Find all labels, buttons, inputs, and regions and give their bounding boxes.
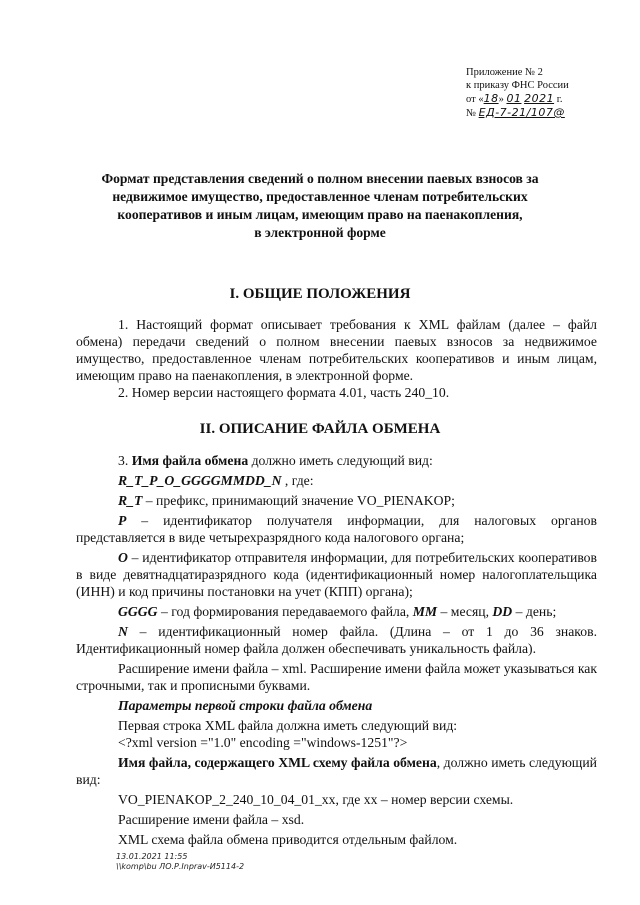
date-day: 18 bbox=[483, 92, 499, 105]
title-line-2: недвижимое имущество, предоставленное членам потребительских bbox=[112, 189, 528, 204]
rt-definition bbox=[76, 492, 597, 509]
title-line-4: в электронной форме bbox=[254, 225, 386, 240]
number-prefix: № bbox=[466, 108, 479, 119]
schema-text: , должно иметь следующий вид: bbox=[76, 755, 597, 787]
print-footer bbox=[116, 852, 244, 872]
o-code: O bbox=[118, 550, 128, 565]
order-number: ЕД-7-21/107@ bbox=[478, 106, 565, 119]
n-text: – идентификационный номер файла. (Длина – от 1 до 36 знаков. Идентификационный номер файла должен обеспечивать уникальность файла). bbox=[76, 624, 597, 656]
paragraph-3 bbox=[76, 452, 597, 469]
mm-code: MM bbox=[412, 604, 438, 619]
p3-term: Имя файла обмена bbox=[131, 453, 249, 468]
o-definition bbox=[76, 549, 597, 600]
section-2-heading: II. ОПИСАНИЕ ФАЙЛА ОБМЕНА bbox=[199, 421, 441, 437]
n-definition bbox=[76, 623, 597, 657]
rt-code: R_T bbox=[118, 493, 143, 508]
title-line-3: кооперативов и иным лицам, имеющим право на паенакопления, bbox=[117, 207, 523, 222]
date-year: 2021 bbox=[524, 92, 555, 105]
p-code: P bbox=[118, 513, 127, 528]
paragraph-1: 1. Настоящий формат описывает требования к XML файлам (далее – файл обмена) передачи сведений о полном внесении паевых взносов за недвижимое имущество, предоставленное членам потребительских кооперативов и иным лицам, имеющим право на паенакопления, в электронной форме. bbox=[76, 317, 597, 383]
rt-text: – префикс, принимающий значение VO_PIENAKOP; bbox=[142, 493, 455, 508]
pattern-suffix: , где: bbox=[281, 473, 314, 488]
extension-paragraph: Расширение имени файла – xml. Расширение имени файла может указываться как строчными, так и прописными буквами. bbox=[76, 661, 597, 693]
footer-path: \\komp\bu ЛО.Р.Inprav-И5114-2 bbox=[116, 862, 245, 871]
date-month: 01 bbox=[506, 92, 522, 105]
schema-name: VO_PIENAKOP_2_240_10_04_01_xx, где хх – номер версии схемы. bbox=[118, 792, 514, 807]
xsd-extension: Расширение имени файла – xsd. bbox=[118, 812, 305, 827]
date-prefix: от « bbox=[466, 94, 484, 105]
appendix-line-2: к приказу ФНС России bbox=[466, 80, 569, 91]
section-1-body bbox=[76, 316, 597, 401]
section-2-body bbox=[76, 452, 597, 848]
n-code: N bbox=[118, 624, 128, 639]
appendix-line-1: Приложение № 2 bbox=[466, 67, 543, 78]
title-line-1: Формат представления сведений о полном внесении паевых взносов за bbox=[101, 171, 539, 186]
section-1-heading: I. ОБЩИЕ ПОЛОЖЕНИЯ bbox=[229, 286, 411, 302]
p3-text: должно иметь следующий вид: bbox=[248, 453, 433, 468]
params-heading: Параметры первой строки файла обмена bbox=[118, 698, 373, 713]
xml-declaration: <?xml version ="1.0" encoding ="windows-1251"?> bbox=[118, 735, 408, 750]
date-suffix: г. bbox=[554, 94, 563, 105]
mm-text: – месяц, bbox=[437, 604, 493, 619]
schema-term: Имя файла, содержащего XML схему файла обмена bbox=[118, 755, 437, 770]
appendix-date-line bbox=[466, 92, 569, 106]
dd-text: – день; bbox=[512, 604, 557, 619]
first-line-text: Первая строка XML файла должна иметь следующий вид: bbox=[118, 718, 458, 733]
appendix-stamp bbox=[466, 66, 569, 120]
document-title bbox=[80, 170, 560, 242]
dd-code: DD bbox=[492, 604, 513, 619]
appendix-number-line bbox=[466, 106, 569, 120]
filename-pattern: R_T_P_O_GGGGMMDD_N bbox=[118, 473, 282, 488]
gggg-code: GGGG bbox=[118, 604, 158, 619]
schema-paragraph bbox=[76, 754, 597, 788]
paragraph-2: 2. Номер версии настоящего формата 4.01, часть 240_10. bbox=[118, 385, 450, 400]
schema-note: XML схема файла обмена приводится отдельным файлом. bbox=[118, 832, 458, 847]
gggg-text: – год формирования передаваемого файла, bbox=[157, 604, 413, 619]
filename-pattern-line bbox=[76, 472, 597, 489]
footer-timestamp: 13.01.2021 11:55 bbox=[116, 852, 188, 861]
p-text: – идентификатор получателя информации, для налоговых органов представляется в виде четырехразрядного кода налогового органа; bbox=[76, 513, 597, 545]
date-definition bbox=[76, 603, 597, 620]
date-mid-1: » bbox=[498, 94, 507, 105]
p3-number: 3. bbox=[118, 453, 132, 468]
p-definition bbox=[76, 512, 597, 546]
o-text: – идентификатор отправителя информации, для потребительских кооперативов в виде девятнадцатиразрядного кода (идентификационный номер налогоплательщика (ИНН) и код причины постановки на учет (КПП) органа); bbox=[76, 550, 597, 599]
